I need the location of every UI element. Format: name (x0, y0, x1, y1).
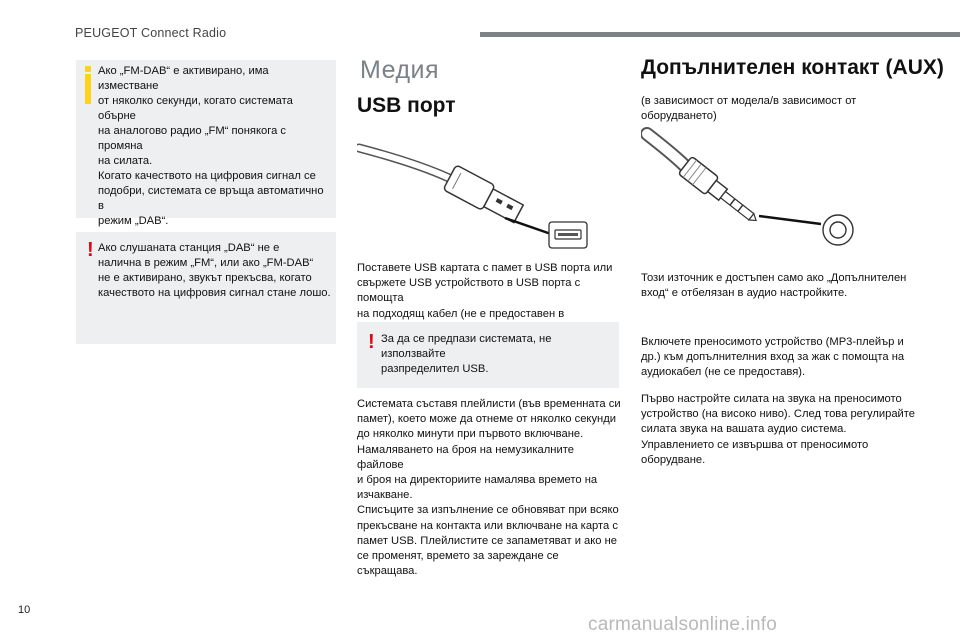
text-line: подобри, системата се връща автоматично в (98, 185, 324, 212)
text-line: Ако слушаната станция „DAB“ не е (98, 242, 280, 254)
text-line: и броя на директориите намалява времето на (357, 474, 598, 487)
section-title: Медия (360, 56, 440, 84)
aux-title: Допълнителен контакт (AUX) (641, 56, 944, 79)
text-line: Управлението се извършва от преносимото (641, 438, 869, 451)
text-line: памет), което може да отнеме от няколко секунди (357, 413, 616, 426)
text-line: (в зависимост от модела/в зависимост от (641, 95, 857, 107)
aux-jack-illustration (641, 126, 911, 266)
warning-note-text (98, 241, 332, 301)
info-note-panel (76, 60, 336, 227)
header-bar (480, 32, 960, 37)
text-line: Този източник е достъпен само ако „Допълнителен (641, 272, 907, 284)
text-line: Когато качеството на цифровия сигнал се (98, 170, 316, 182)
text-line: на силата. (98, 155, 153, 167)
text-line: вход“ е отбелязан в аудио настройките. (641, 287, 848, 300)
text-line: разпределител USB. (381, 363, 489, 375)
text-line: устройство (на високо ниво). След това регулирайте (641, 408, 916, 421)
info-note-text (98, 64, 332, 229)
text-line: Първо настройте силата на звука на преносимото (641, 393, 902, 405)
text-line: режим „DAB“. (98, 215, 169, 227)
page-number: 10 (18, 604, 31, 616)
text-line: на аналогово радио „FM“ понякога с промяна (98, 125, 286, 152)
text-line: Ако „FM-DAB“ е активирано, има изместване (98, 65, 269, 92)
aux-availability (641, 94, 911, 124)
text-line: силата звука на вашата аудио система. (641, 423, 847, 436)
text-line: качеството на цифровия сигнал стане лошо. (98, 287, 331, 299)
header-title: PEUGEOT Connect Radio (75, 26, 227, 40)
text-line: Системата съставя плейлисти (във временната си (357, 398, 621, 410)
text-line: налична в режим „FM“, или ако „FM-DAB“ (98, 257, 314, 269)
text-line: до няколко минути при първото включване. (357, 428, 584, 441)
text-line: памет USB. Плейлистите се запаметяват и ако не (357, 534, 618, 547)
aux-adjust-text (641, 392, 921, 468)
text-line: свържете USB устройството в USB порта с помощта (357, 277, 581, 305)
aux-connect-text (641, 335, 921, 381)
text-line: на подходящ кабел (не е предоставен в (357, 307, 565, 320)
text-line: от няколко секунди, когато системата обърне (98, 95, 293, 122)
text-line: оборудване. (641, 453, 706, 466)
text-line: Намаляването на броя на немузикалните файлове (357, 443, 574, 471)
text-line: оборудването) (641, 110, 717, 123)
text-line: Включете преносимото устройство (MP3-плейър и (641, 336, 904, 348)
text-line: Поставете USB картата с памет в USB порта или (357, 262, 613, 274)
watermark: carmanualsonline.info (588, 614, 778, 635)
usb-title: USB порт (357, 94, 456, 117)
text-line: се променят, времето за зареждане се съкращава. (357, 550, 559, 578)
playlist-info (357, 397, 622, 579)
aux-source-text (641, 271, 921, 301)
text-line: Списъците за изпълнение се обновяват при всяко (357, 504, 619, 517)
warning-icon: ! (87, 239, 94, 261)
usb-illustration (357, 126, 619, 260)
text-line: не е активирано, звукът прекъсва, когато (98, 272, 312, 284)
info-icon (85, 66, 91, 104)
usb-warning-panel (357, 322, 619, 388)
usb-warning-text (381, 332, 615, 377)
warning-icon: ! (368, 331, 375, 353)
text-line: аудиокабел (не се предоставя). (641, 366, 806, 379)
text-line: прекъсване на контакта или включване на карта с (357, 519, 618, 532)
text-line: изчакване. (357, 489, 413, 502)
warning-note-panel (76, 232, 336, 344)
text-line: За да се предпази системата, не използвайте (381, 333, 552, 360)
text-line: др.) към допълнителния вход за жак с помощта на (641, 351, 905, 364)
